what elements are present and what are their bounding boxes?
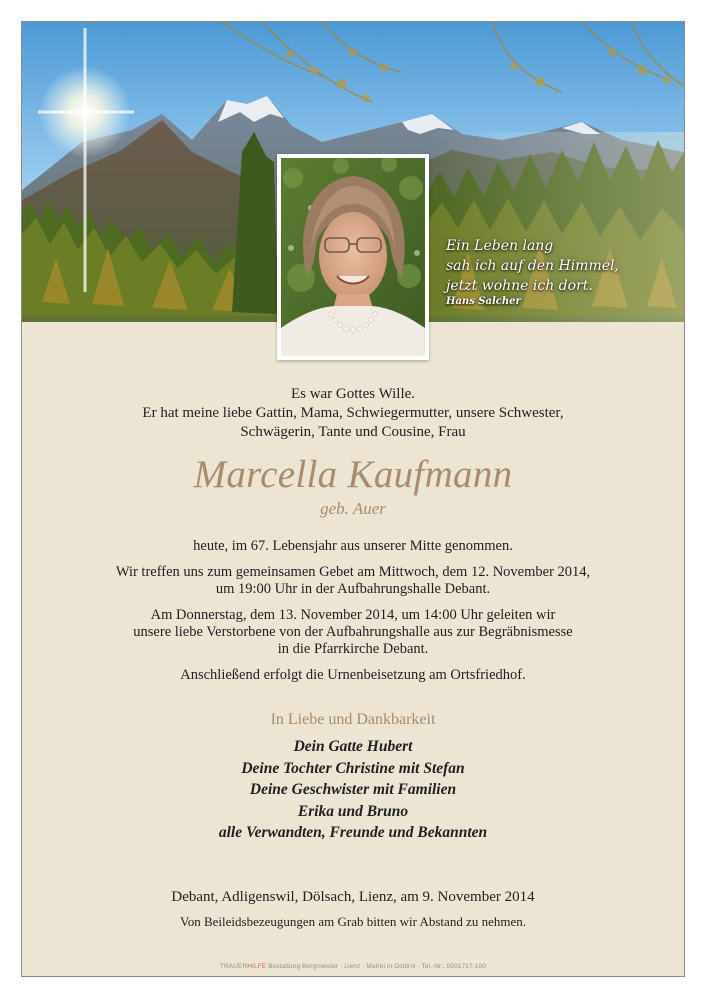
footer-brand-b: HILFE	[247, 963, 267, 970]
intro-text	[22, 385, 684, 442]
family-line: Deine Tochter Christine mit Stefan	[241, 759, 465, 777]
body-line: um 19:00 Uhr in der Aufbahrungshalle Debant.	[215, 581, 491, 597]
family-line: Erika und Bruno	[297, 802, 409, 820]
footer-brand-a: TRAUER	[219, 963, 248, 970]
family-line: alle Verwandten, Freunde und Bekannten	[218, 824, 488, 841]
family-line: Deine Geschwister mit Familien	[249, 781, 457, 798]
body-line: heute, im 67. Lebensjahr aus unserer Mitte genommen.	[193, 538, 513, 554]
condolence-note: Von Beileidsbezeugungen am Grab bitten wir Abstand zu nehmen.	[180, 914, 526, 929]
quote-line: sah ich auf den Himmel,	[446, 258, 619, 274]
intro-line: Er hat meine liebe Gattin, Mama, Schwiegermutter, unsere Schwester,	[142, 405, 564, 421]
love-heading: In Liebe und Dankbarkeit	[270, 711, 436, 728]
quote-author: Hans Salcher	[446, 296, 521, 307]
intro-line: Schwägerin, Tante und Cousine, Frau	[240, 424, 466, 440]
paragraph-burial	[22, 667, 684, 684]
parte-card	[21, 21, 685, 977]
memorial-quote	[446, 236, 676, 309]
footer-text: Bestattung Bergmeister · Lienz · Matrei in Osttirol · Tel.-Nr.: 0501717-100	[266, 963, 487, 970]
body-line: Anschließend erfolgt die Urnenbeisetzung am Ortsfriedhof.	[180, 667, 526, 683]
family-line: Dein Gatte Hubert	[293, 738, 413, 755]
body-line: unsere liebe Verstorbene von der Aufbahrungshalle aus zur Begräbnismesse	[133, 624, 573, 640]
quote-line: Ein Leben lang	[446, 238, 554, 254]
place-and-date: Debant, Adligenswil, Dölsach, Lienz, am 9. November 2014	[171, 889, 535, 905]
intro-line: Es war Gottes Wille.	[290, 386, 416, 402]
body-line: in die Pfarrkirche Debant.	[277, 641, 429, 657]
deceased-name: Marcella Kaufmann	[193, 453, 513, 496]
portrait-photo	[277, 154, 429, 360]
family-list	[22, 736, 684, 844]
announcement-body	[22, 538, 684, 693]
body-line: Wir treffen uns zum gemeinsamen Gebet am Mittwoch, dem 12. November 2014,	[115, 564, 591, 580]
maiden-name: geb. Auer	[320, 499, 386, 518]
quote-line: jetzt wohne ich dort.	[446, 278, 593, 294]
undertaker-footer	[22, 963, 684, 970]
body-line: Am Donnerstag, dem 13. November 2014, um 14:00 Uhr geleiten wir	[150, 607, 556, 623]
paragraph-prayer	[22, 564, 684, 598]
paragraph-passing	[22, 538, 684, 555]
paragraph-funeral	[22, 607, 684, 658]
